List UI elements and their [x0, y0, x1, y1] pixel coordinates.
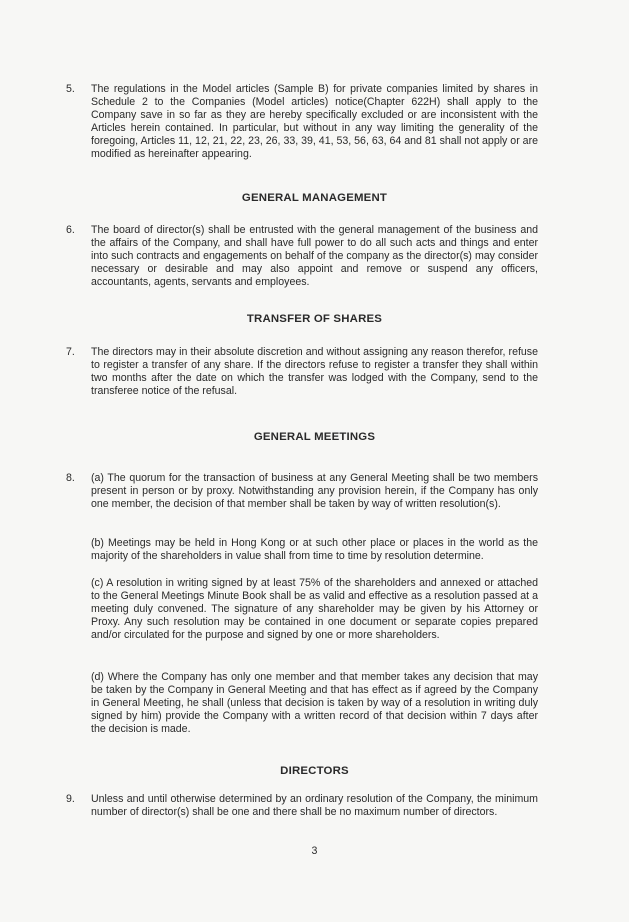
- clause-9: [66, 793, 538, 819]
- heading-general-management: GENERAL MANAGEMENT: [241, 192, 388, 204]
- clause-8d-text: (d) Where the Company has only one member and that member takes any decision that may be taken by the Company in General Meeting and that has effect as if agreed by the Company in General Meeting, he shall (unless that decision is taken by way of a resolution in writing duly signed by him) provide the Company with a written record of that decision within 7 days after the decision is made.: [91, 671, 538, 736]
- clause-text: The board of director(s) shall be entrusted with the general management of the business and the affairs of the Company, and shall have full power to do all such acts and things and enter into such contracts and engagements on behalf of the company as the director(s) may consider necessary or desirable and may also appoint and remove or suspend any officers, accountants, agents, servants and employees.: [91, 224, 538, 289]
- clause-number: 6.: [66, 224, 75, 236]
- clause-8a-text: (a) The quorum for the transaction of business at any General Meeting shall be two members present in person or by proxy. Notwithstanding any provision herein, if the Company has only one member, the decision of that member shall be taken by way of written resolution(s).: [91, 472, 538, 511]
- heading-general-meetings: GENERAL MEETINGS: [253, 431, 376, 443]
- clause-8: [66, 472, 538, 511]
- heading-transfer-of-shares: TRANSFER OF SHARES: [246, 313, 383, 325]
- page-number: 3: [311, 845, 318, 857]
- clause-text: The directors may in their absolute discretion and without assigning any reason therefor, refuse to register a transfer of any share. If the directors refuse to register a transfer they shall within two months after the date on which the transfer was lodged with the Company, send to the transferee notice of the refusal.: [91, 346, 538, 398]
- clause-number: 5.: [66, 83, 75, 95]
- heading-directors: DIRECTORS: [280, 765, 349, 777]
- clause-5: [66, 83, 538, 162]
- clause-text: Unless and until otherwise determined by an ordinary resolution of the Company, the minimum number of director(s) shall be one and there shall be no maximum number of directors.: [91, 793, 538, 819]
- clause-number: 9.: [66, 793, 75, 805]
- clause-number: 8.: [66, 472, 75, 484]
- clause-text: The regulations in the Model articles (Sample B) for private companies limited by shares in Schedule 2 to the Companies (Model articles) notice(Chapter 622H) shall apply to the Company save in so far as they are hereby specifically excluded or are inconsistent with the Articles herein contained. In particular, but without in any way limiting the generality of the foregoing, Articles 11, 12, 21, 22, 23, 26, 33, 39, 41, 53, 56, 63, 64 and 81 shall not apply or are modified as hereinafter appearing.: [91, 83, 538, 161]
- clause-number: 7.: [66, 346, 75, 358]
- clause-8b-text: (b) Meetings may be held in Hong Kong or at such other place or places in the world as the majority of the shareholders in value shall from time to time by resolution determine.: [91, 537, 538, 563]
- clause-7: [66, 346, 538, 398]
- clause-6: [66, 224, 538, 289]
- clause-8c-text: (c) A resolution in writing signed by at least 75% of the shareholders and annexed or attached to the General Meetings Minute Book shall be as valid and effective as a resolution passed at a meeting duly convened. The signature of any shareholder may be given by his Attorney or Proxy. Any such resolution may be contained in one document or separate copies prepared and/or circulated for the purpose and signed by one or more shareholders.: [91, 577, 538, 642]
